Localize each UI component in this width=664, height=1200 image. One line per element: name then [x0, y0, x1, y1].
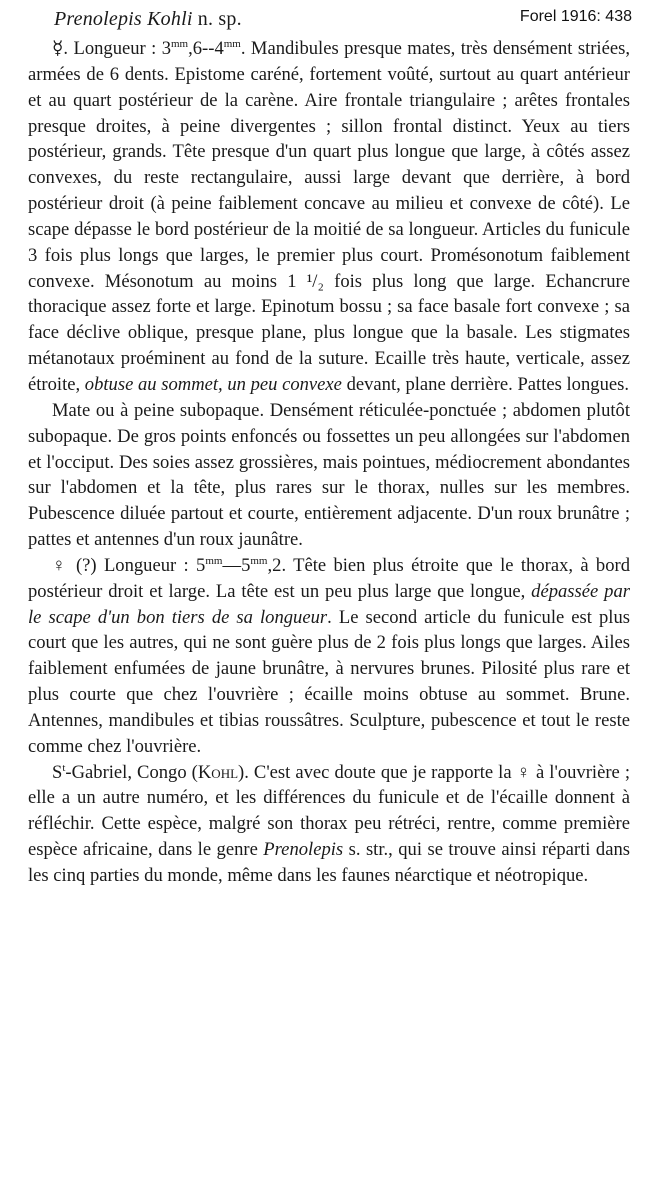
- worker-color-description: Mate ou à peine subopaque. Densément réticulée-ponctuée ; abdomen plutôt subopaque. De gros points enfoncés ou fossettes un peu allongées sur l'abdomen et l'occiput. Des soies assez grossières, mais pointues, médiocrement abondantes sur l'abdomen et la tête, plus rares sur le thorax, nulles sur les membres. Pubescence diluée partout et courte, entièrement adjacente. D'un roux brunâtre ; pattes et antennes d'un roux jaunâtre.: [28, 399, 630, 551]
- header: [28, 6, 630, 36]
- citation: Forel 1916: 438: [519, 8, 632, 25]
- species-status: n. sp.: [197, 8, 242, 30]
- worker-description: ☿. Longueur : $3^{mm},6--4^{mm}$. Mandibules presque mates, très densément striées, armées de 6 dents. Epistome caréné, fortement voûté, surtout au quart antérieur et au quart postérieur de la carène. Aire frontale triangulaire ; arêtes frontales presque droites, à peine divergentes ; sillon frontal distinct. Yeux au tiers postérieur, grands. Tête presque d'un quart plus longue que large, à côtés assez convexes, du reste rectangulaire, aussi large devant que derrière, à bord postérieur droit (à peine faiblement concave au milieu et convexe de côté). Le scape dépasse le bord postérieur de la moitié de sa longueur. Articles du funicule 3 fois plus longs que larges, le premier plus court. Promésonotum faiblement convexe. Mésonotum au moins 1 ¹/₂ fois plus long que large. Echancrure thoracique assez forte et large. Epinotum bossu ; sa face basale fort convexe ; sa face déclive oblique, presque plane, plus longue que la basale. Les stigmates métanotaux proéminent au fond de la suture. Ecaille très haute, verticale, assez étroite, obtuse au sommet, un peu convexe devant, plane derrière. Pattes longues.: [28, 37, 630, 395]
- page: [28, 6, 630, 889]
- female-symbol-inline: ♀: [516, 761, 531, 783]
- body-text: [28, 36, 630, 889]
- female-description: ♀ (?) Longueur : $5^{mm}—5^{mm},2$. Tête bien plus étroite que le thorax, à bord postérieur droit et large. La tête est un peu plus large que longue, dépassée par le scape d'un bon tiers de sa longueur. Le second article du funicule est plus court que les autres, qui ne sont guère plus de 2 fois plus longs que larges. Ailes faiblement enfumées de jaune brunâtre, à nervures brunes. Pilosité plus rare et plus courte que chez l'ouvrière ; écaille moins obtuse au sommet. Brune. Antennes, mandibules et tibias roussâtres. Sculpture, pubescence et tout le reste comme chez l'ouvrière.: [28, 554, 631, 757]
- worker-symbol: ☿: [52, 38, 64, 59]
- species-title: [54, 8, 242, 31]
- genus-name: Prenolepis: [54, 8, 142, 30]
- collector-name: Kohl: [197, 761, 239, 783]
- locality-paragraph: $S^t$-Gabriel, Congo (Kohl). C'est avec doute que je rapporte la ♀ à l'ouvrière ; elle a un autre numéro, et les différences du funicule et de l'écaille donnent à réfléchir. Cette espèce, malgré son thorax peu rétréci, rentre, comme première espèce africaine, dans le genre Prenolepis s. str., qui se trouve ainsi réparti dans les cinq parties du monde, même dans les faunes néarctique et néotropique.: [28, 761, 630, 886]
- species-name: Kohli: [147, 8, 193, 30]
- female-symbol: ♀: [52, 554, 69, 576]
